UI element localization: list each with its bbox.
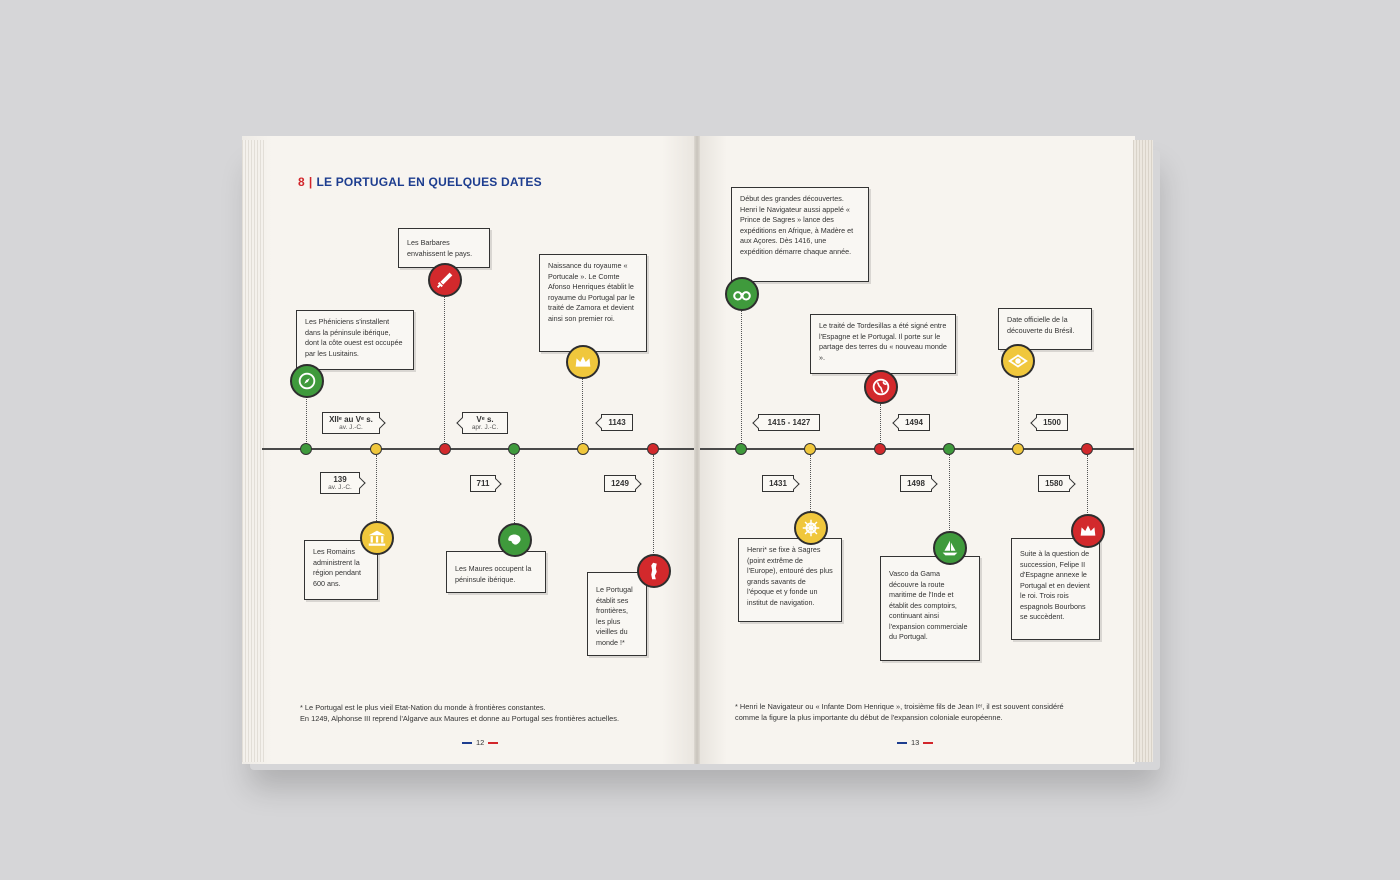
page-number-left: 12 (462, 738, 498, 747)
date-tag: 1494 (898, 414, 930, 431)
timeline-dot (1081, 443, 1093, 455)
date-tag: 1498 (900, 475, 932, 492)
event-box-romains: Les Romains administrent la région pendant 600 ans. (304, 540, 378, 600)
title-separator: | (308, 175, 313, 189)
event-box-sagres: Henri* se fixe à Sagres (point extrême de l'Europe), entouré des plus grands savants de l'époque et y fonde un institut de navigation. (738, 538, 842, 622)
date-tag: 1431 (762, 475, 794, 492)
timeline-dot (804, 443, 816, 455)
timeline-dot (370, 443, 382, 455)
event-box-maures: Les Maures occupent la péninsule ibérique. (446, 551, 546, 593)
book-gutter (694, 136, 700, 764)
connector-line (880, 404, 881, 446)
sailboat-icon (933, 531, 967, 565)
timeline-dot (647, 443, 659, 455)
date-tag: 1500 (1036, 414, 1068, 431)
moor-map-icon (498, 523, 532, 557)
connector-line (741, 311, 742, 446)
eye-flag-icon (1001, 344, 1035, 378)
date-tag: 1415 - 1427 (758, 414, 820, 431)
connector-line (810, 455, 811, 513)
timeline-dot (735, 443, 747, 455)
event-box-gama: Vasco da Gama découvre la route maritime de l'Inde et établit des comptoirs, continuant ainsi l'expansion commerciale du Portugal. (880, 556, 980, 661)
chapter-number: 8 (298, 175, 305, 189)
date-tag: 1580 (1038, 475, 1070, 492)
event-box-royaume: Naissance du royaume « Portucale ». Le Comte Afonso Henriques établit le royaume du Portugal par le traité de Zamora et devient ainsi son premier roi. (539, 254, 647, 352)
portugal-map-icon (637, 554, 671, 588)
footnote-right: * Henri le Navigateur ou « Infante Dom Henrique », troisième fils de Jean Iᵉʳ, il est souvent considéré comme la figure la plus importante du début de l'expansion coloniale européenne. (735, 702, 1064, 722)
connector-line (1018, 378, 1019, 446)
page-number-right: 13 (897, 738, 933, 747)
connector-line (444, 296, 445, 446)
date-tag: 1143 (601, 414, 633, 431)
timeline-dot (1012, 443, 1024, 455)
timeline-dot (943, 443, 955, 455)
connector-line (1087, 455, 1088, 515)
connector-line (949, 455, 950, 532)
event-box-decouvertes: Début des grandes découvertes. Henri le Navigateur aussi appelé « Prince de Sagres » lance des expéditions en Afrique, à Madère et aux Açores. Dès 1416, une expédition démarre chaque année. (731, 187, 869, 282)
date-tag: XIIᵉ au Vᵉ s. av. J.-C. (322, 412, 380, 434)
temple-icon (360, 521, 394, 555)
date-tag: 711 (470, 475, 496, 492)
connector-line (514, 455, 515, 525)
helm-icon (794, 511, 828, 545)
page-edges-right (1133, 140, 1153, 762)
timeline-dot (439, 443, 451, 455)
date-tag: 139 av. J.-C. (320, 472, 360, 494)
title-text: LE PORTUGAL EN QUELQUES DATES (316, 175, 542, 189)
page-title (298, 175, 542, 189)
date-tag: Vᵉ s. apr. J.-C. (462, 412, 508, 434)
connector-line (306, 396, 307, 446)
timeline-dot (577, 443, 589, 455)
event-box-bresil: Date officielle de la découverte du Brésil. (998, 308, 1092, 350)
compass-icon (290, 364, 324, 398)
crown-icon (1071, 514, 1105, 548)
date-tag: 1249 (604, 475, 636, 492)
binoculars-icon (725, 277, 759, 311)
page-edges-left (242, 140, 264, 762)
event-box-frontieres: Le Portugal établit ses frontières, les plus vieilles du monde !* (587, 572, 647, 656)
footnote-left: * Le Portugal est le plus vieil Etat-Nation du monde à frontières constantes. En 1249, Alphonse III reprend l'Algarve aux Maures et donne au Portugal ses frontières actuelles. (300, 703, 619, 723)
timeline-axis-right (700, 448, 1134, 450)
globe-icon (864, 370, 898, 404)
crown-icon (566, 345, 600, 379)
event-box-succession: Suite à la question de succession, Felipe II d'Espagne annexe le Portugal et en devient le roi. Trois rois espagnols Bourbons se succèdent. (1011, 538, 1100, 640)
event-box-barbares: Les Barbares envahissent le pays. (398, 228, 490, 268)
event-box-tordesillas: Le traité de Tordesillas a été signé entre l'Espagne et le Portugal. Il porte sur le partage des terres du « nouveau monde ». (810, 314, 956, 374)
connector-line (582, 378, 583, 446)
connector-line (653, 455, 654, 555)
timeline-dot (874, 443, 886, 455)
connector-line (376, 455, 377, 523)
timeline-dot (300, 443, 312, 455)
event-box-pheniciens: Les Phéniciens s'installent dans la péninsule ibérique, dont la côte ouest est occupée par les Lusitains. (296, 310, 414, 370)
sword-icon (428, 263, 462, 297)
timeline-dot (508, 443, 520, 455)
timeline-axis-left (262, 448, 694, 450)
